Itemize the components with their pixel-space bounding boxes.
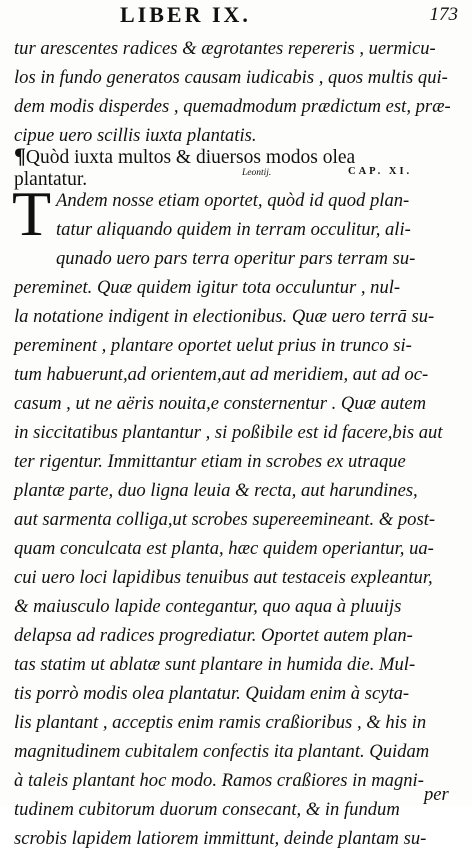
text-line: cui uero loci lapidibus tenuibus aut testaceis expleantur,	[14, 567, 433, 588]
text-line: aut sarmenta colliga,ut scrobes supereemineant. & post-	[14, 509, 436, 530]
pilcrow-mark: ¶	[14, 143, 26, 168]
text-line: tas statim ut ablatæ sunt plantare in humida die. Mul-	[14, 654, 416, 675]
running-title: LIBER IX.	[120, 2, 251, 27]
chapter-title-line2: plantatur.	[14, 169, 88, 190]
text-line: los in fundo generatos causam iudicabis , quos multis qui-	[14, 67, 448, 88]
text-line: qunado uero pars terra operitur pars terram su-	[56, 248, 416, 269]
text-line: la notatione indigent in electionibus. Quæ uero terrā su-	[14, 306, 435, 327]
text-line: pereminent , plantare oportet uelut prius in trunco si-	[14, 335, 412, 356]
chapter-number: CAP. XI.	[348, 166, 413, 177]
text-line: & maiusculo lapide contegantur, quo aqua à pluuijs	[14, 596, 402, 617]
drop-capital: T	[12, 178, 52, 249]
text-line: Andem nosse etiam oportet, quòd id quod plan-	[56, 190, 410, 211]
chapter-title-line1: Quòd iuxta multos & diuersos modos olea	[25, 147, 356, 168]
text-line: pereminet. Quæ quidem igitur tota occuluntur , nul-	[14, 277, 401, 298]
text-line: magnitudinem cubitalem confectis ita plantant. Quidam	[14, 741, 430, 762]
catchword: per	[424, 784, 449, 805]
text-block-top	[14, 34, 462, 150]
text-line: delapsa ad radices progrediatur. Oportet autem plan-	[14, 625, 413, 646]
page-number: 173	[429, 4, 458, 25]
text-line: lis plantant , acceptis enim ramis craßioribus , & his in	[14, 712, 427, 733]
attribution: Leontij.	[242, 168, 272, 178]
text-line: tur arescentes radices & ægrotantes repereris , uermicu-	[14, 38, 436, 59]
text-block-main	[14, 186, 462, 853]
text-line: à taleis plantant hoc modo. Ramos craßiores in magni-	[14, 770, 424, 791]
text-line: tatur aliquando quidem in terram occulitur, ali-	[56, 219, 411, 240]
text-line: quam conculcata est planta, hæc quidem operiantur, ua-	[14, 538, 434, 559]
text-line: casum , ut ne aëris nouita,e consternentur . Quæ autem	[14, 393, 427, 414]
text-line: ter rigentur. Immittantur etiam in scrobes ex utraque	[14, 451, 406, 472]
text-line: tum habuerunt,ad orientem,aut ad meridiem, aut ad oc-	[14, 364, 429, 385]
text-line: cipue uero scillis iuxta plantatis.	[14, 125, 257, 146]
text-line: scrobis lapidem latiorem immittunt, deinde plantam su-	[14, 828, 427, 849]
text-line: dem modis disperdes , quemadmodum prædictum est, præ-	[14, 96, 451, 117]
text-line: in siccitatibus plantantur , si poßibile est id facere,bis aut	[14, 422, 443, 443]
text-line: tis porrò modis olea plantatur. Quidam enim à scyta-	[14, 683, 410, 704]
text-line: tudinem cubitorum duorum consecant, & in fundum	[14, 799, 400, 820]
text-line: plantæ parte, duo ligna leuia & recta, aut harundines,	[14, 480, 418, 501]
